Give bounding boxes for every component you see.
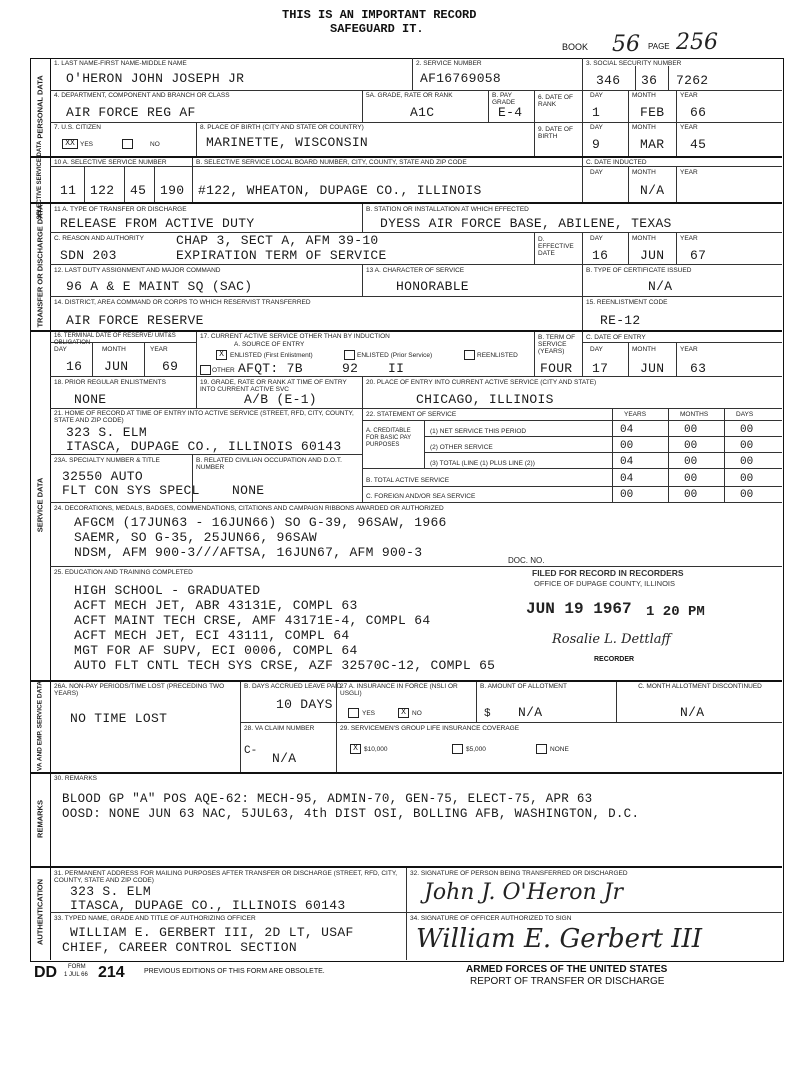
- rule: [362, 264, 363, 296]
- label-specialty: 23A. SPECIALTY NUMBER & TITLE: [54, 457, 160, 464]
- value-ss-board: #122, WHEATON, DUPAGE CO., ILLINOIS: [198, 183, 482, 198]
- label-sgli: 29. SERVICEMEN'S GROUP LIFE INSURANCE COVERAGE: [340, 725, 520, 732]
- section-selective-service: SELECTIVE SERVICE DATA: [37, 140, 43, 220]
- label-decorations: 24. DECORATIONS, MEDALS, BADGES, COMMENDATIONS, CITATIONS AND CAMPAIGN RIBBONS AWARDED OR AUTHORIZED: [54, 505, 444, 512]
- label-other-service: (2) OTHER SERVICE: [430, 444, 493, 451]
- recorder-stamp-line-1: FILED FOR RECORD IN RECORDERS: [532, 568, 684, 578]
- rule: [616, 682, 617, 722]
- rule: [534, 332, 535, 376]
- rule: [362, 90, 363, 122]
- label-allotment-discontinued: C. MONTH ALLOTMENT DISCONTINUED: [638, 683, 762, 690]
- section-va-data: VA AND EMP. SERVICE DATA: [36, 681, 44, 771]
- value-education-4: ACFT MECH JET, ECI 43111, COMPL 64: [74, 628, 350, 643]
- label-sgli-10000: $10,000: [364, 746, 388, 753]
- label-leave-paid: B. DAYS ACCRUED LEAVE PAID: [244, 683, 342, 690]
- label-month: MONTH: [632, 92, 656, 99]
- label-year: YEAR: [680, 346, 698, 353]
- value-department: AIR FORCE REG AF: [66, 105, 196, 120]
- label-current-service: 17. CURRENT ACTIVE SERVICE OTHER THAN BY INDUCTION: [200, 333, 390, 340]
- value-certificate: N/A: [648, 279, 673, 294]
- net-days: 00: [740, 424, 754, 436]
- recorder-stamp-time: 1 20 PM: [646, 604, 705, 620]
- checkbox-citizen-no[interactable]: [122, 139, 133, 149]
- label-time-lost: 26A. NON-PAY PERIODS/TIME LOST (PRECEDING TWO YEARS): [54, 683, 225, 697]
- value-remarks-1: BLOOD GP "A" POS AQE-62: MECH-95, ADMIN-70, GEN-75, ELECT-75, APR 63: [62, 792, 593, 806]
- divider-service: [30, 680, 782, 682]
- net-years: 04: [620, 424, 634, 436]
- value-officer-1: WILLIAM E. GERBERT III, 2D LT, USAF: [70, 925, 354, 940]
- label-total-service: (3) TOTAL (LINE (1) PLUS LINE (2)): [430, 460, 535, 467]
- value-ssn-1: 346: [596, 73, 621, 88]
- value-place-entry: CHICAGO, ILLINOIS: [416, 392, 554, 407]
- value-permanent-2: ITASCA, DUPAGE CO., ILLINOIS 60143: [70, 898, 346, 913]
- rule: [50, 122, 782, 123]
- label-day: DAY: [590, 169, 603, 176]
- value-education-6: AUTO FLT CNTL TECH SYS CRSE, AZF 32570C-12, COMPL 65: [74, 658, 496, 673]
- rule: [362, 468, 782, 469]
- total-years: 04: [620, 456, 634, 468]
- rule: [668, 408, 669, 502]
- value-ssn-3: 7262: [676, 73, 709, 88]
- form-label: FORM: [68, 964, 86, 970]
- checkbox-insurance-yes[interactable]: [348, 708, 359, 718]
- value-remarks-2: OOSD: NONE JUN 63 NAC, 5JUL63, 4th DIST OSI, BOLLING AFB, WASHINGTON, D.C.: [62, 807, 640, 821]
- label-grade: 5A. GRADE, RATE OR RANK: [366, 92, 453, 99]
- value-rank-year: 66: [690, 105, 707, 120]
- recorder-signature: Rosalie L. Dettlaff: [552, 632, 671, 647]
- section-personal-data: PERSONAL DATA: [35, 75, 45, 139]
- value-terminal-year: 69: [162, 359, 179, 374]
- value-education-5: MGT FOR AF SUPV, ECI 0006, COMPL 64: [74, 643, 358, 658]
- label-member-signature: 32. SIGNATURE OF PERSON BEING TRANSFERRED OR DISCHARGED: [410, 870, 628, 877]
- label-months: MONTHS: [680, 411, 709, 418]
- allotment-dollar-sign: $: [484, 708, 491, 720]
- other-years: 00: [620, 440, 634, 452]
- book-number: 56: [612, 32, 640, 57]
- checkbox-insurance-no[interactable]: X: [398, 708, 409, 718]
- label-department: 4. DEPARTMENT, COMPONENT AND BRANCH OR CLASS: [54, 92, 230, 99]
- rule: [50, 166, 782, 167]
- value-civilian-occupation: NONE: [232, 483, 265, 498]
- form-number: 214: [98, 964, 125, 981]
- checkbox-enlisted-prior[interactable]: [344, 350, 355, 360]
- label-permanent-address: 31. PERMANENT ADDRESS FOR MAILING PURPOSES AFTER TRANSFER OR DISCHARGE (STREET, RFD, CITY, COUNTY, STATE AND ZIP CODE): [54, 870, 398, 884]
- rule: [628, 166, 629, 202]
- label-prior-enlistments: 18. PRIOR REGULAR ENLISTMENTS: [54, 379, 166, 386]
- label-year: YEAR: [150, 346, 168, 353]
- rule: [676, 90, 677, 156]
- label-yes: YES: [80, 141, 94, 148]
- value-birthplace: MARINETTE, WISCONSIN: [206, 135, 369, 150]
- label-date-inducted: C. DATE INDUCTED: [586, 159, 647, 166]
- page-label: PAGE: [648, 42, 670, 51]
- value-afqt-category: II: [388, 361, 405, 376]
- rule: [582, 158, 583, 202]
- divider-selective: [30, 202, 782, 204]
- value-va-claim: N/A: [272, 751, 297, 766]
- record-subtitle: SAFEGUARD IT.: [330, 22, 424, 36]
- value-date-inducted: N/A: [640, 183, 665, 198]
- label-pay-grade: B. PAY GRADE: [492, 92, 516, 106]
- foreign-years: 00: [620, 489, 634, 501]
- rule: [424, 452, 782, 453]
- label-term-of-service: B. TERM OF SERVICE (YEARS): [538, 334, 576, 355]
- label-source-entry: A. SOURCE OF ENTRY: [234, 341, 305, 348]
- label-citizen: 7. U.S. CITIZEN: [54, 124, 101, 131]
- label-officer-signature: 34. SIGNATURE OF OFFICER AUTHORIZED TO SIGN: [410, 915, 572, 922]
- rule: [724, 408, 725, 502]
- rule: [424, 436, 782, 437]
- label-foreign-sea: C. FOREIGN AND/OR SEA SERVICE: [366, 493, 476, 500]
- label-sgli-none: NONE: [550, 746, 569, 753]
- record-title: THIS IS AN IMPORTANT RECORD: [282, 8, 477, 22]
- rule: [676, 232, 677, 264]
- label-transfer-type: 11 A. TYPE OF TRANSFER OR DISCHARGE: [54, 206, 187, 213]
- value-prior-enlistments: NONE: [74, 392, 107, 407]
- value-specialty-1: 32550 AUTO: [62, 469, 144, 484]
- label-day: DAY: [590, 124, 603, 131]
- label-name: 1. LAST NAME-FIRST NAME-MIDDLE NAME: [54, 60, 187, 67]
- rule: [50, 454, 362, 455]
- total-months: 00: [684, 456, 698, 468]
- value-afqt-score: 92: [342, 361, 359, 376]
- section-remarks: REMARKS: [35, 800, 45, 838]
- rule: [50, 502, 782, 503]
- value-ssn-2: 36: [641, 73, 658, 88]
- other-months: 00: [684, 440, 698, 452]
- label-date-of-entry: C. DATE OF ENTRY: [586, 334, 646, 341]
- label-birthplace: 8. PLACE OF BIRTH (CITY AND STATE OR COUNTRY): [200, 124, 364, 131]
- value-education-3: ACFT MAINT TECH CRSE, AMF 43171E-4, COMPL 64: [74, 613, 431, 628]
- value-ss-part-a: 11: [60, 183, 77, 198]
- label-month: MONTH: [632, 346, 656, 353]
- rule: [336, 682, 337, 772]
- label-days: DAYS: [736, 411, 754, 418]
- value-terminal-month: JUN: [104, 359, 129, 374]
- label-day: DAY: [590, 346, 603, 353]
- value-home-2: ITASCA, DUPAGE CO., ILLINOIS 60143: [66, 439, 342, 454]
- rule: [144, 342, 145, 376]
- label-ssn: 3. SOCIAL SECURITY NUMBER: [586, 60, 682, 67]
- label-month: MONTH: [632, 169, 656, 176]
- label-year: YEAR: [680, 169, 698, 176]
- foreign-months: 00: [684, 489, 698, 501]
- label-enlisted-prior: ENLISTED (Prior Service): [357, 352, 433, 359]
- rule: [362, 420, 782, 421]
- label-sgli-5000: $5,000: [466, 746, 486, 753]
- armed-forces-title: ARMED FORCES OF THE UNITED STATES: [466, 964, 668, 975]
- checkbox-enlisted-first[interactable]: X: [216, 350, 227, 360]
- value-name: O'HERON JOHN JOSEPH JR: [66, 71, 245, 86]
- label-month: MONTH: [632, 235, 656, 242]
- form-dd: DD: [34, 964, 58, 981]
- value-decoration-2: SAEMR, SO G-35, 25JUN66, 96SAW: [74, 530, 318, 545]
- rule: [534, 90, 535, 156]
- total-days: 00: [740, 456, 754, 468]
- value-grade: A1C: [410, 105, 435, 120]
- label-home-of-record: 21. HOME OF RECORD AT TIME OF ENTRY INTO ACTIVE SERVICE (STREET, RFD, CITY, COUNTY, STATE AND ZIP CODE): [54, 410, 354, 424]
- rule: [628, 342, 629, 376]
- active-days: 00: [740, 473, 754, 485]
- label-reenlist-code: 15. REENLISTMENT CODE: [586, 299, 668, 306]
- label-va-claim: 28. VA CLAIM NUMBER: [244, 725, 315, 732]
- value-permanent-1: 323 S. ELM: [70, 884, 152, 899]
- rule: [50, 264, 782, 265]
- form-date: 1 JUL 66: [64, 972, 88, 978]
- section-column-divider: [50, 58, 51, 960]
- value-effective-year: 67: [690, 248, 707, 263]
- label-certificate: B. TYPE OF CERTIFICATE ISSUED: [586, 267, 692, 274]
- label-day: DAY: [590, 235, 603, 242]
- value-entry-year: 63: [690, 361, 707, 376]
- rule: [406, 868, 407, 960]
- value-officer-2: CHIEF, CAREER CONTROL SECTION: [62, 940, 297, 955]
- rule: [582, 332, 583, 376]
- label-reason: C. REASON AND AUTHORITY: [54, 235, 144, 242]
- label-year: YEAR: [680, 124, 698, 131]
- value-education-1: HIGH SCHOOL - GRADUATED: [74, 583, 261, 598]
- value-allotment-discontinued: N/A: [680, 705, 705, 720]
- rule: [612, 408, 613, 502]
- rule: [362, 486, 782, 487]
- label-education: 25. EDUCATION AND TRAINING COMPLETED: [54, 569, 193, 576]
- label-allotment: B. AMOUNT OF ALLOTMENT: [480, 683, 567, 690]
- rule: [84, 166, 85, 202]
- value-birth-year: 45: [690, 137, 707, 152]
- label-statement-of-service: 22. STATEMENT OF SERVICE: [366, 411, 457, 418]
- divider-va: [30, 772, 782, 774]
- label-remarks: 30. REMARKS: [54, 775, 97, 782]
- value-reserve: AIR FORCE RESERVE: [66, 313, 204, 328]
- label-other: OTHER: [212, 367, 235, 374]
- rule: [362, 376, 363, 408]
- member-signature: John J. O'Heron Jr: [424, 880, 624, 905]
- rule: [50, 232, 782, 233]
- active-months: 00: [684, 473, 698, 485]
- book-label: BOOK: [562, 42, 589, 52]
- section-service-data: SERVICE DATA: [35, 477, 45, 533]
- value-grade-entry: A/B (E-1): [244, 392, 317, 407]
- value-pay-grade: E-4: [498, 105, 523, 120]
- label-month: MONTH: [632, 124, 656, 131]
- label-reenlisted: REENLISTED: [477, 352, 518, 359]
- doc-number-label: DOC. NO.: [508, 556, 545, 565]
- label-effective-date: D. EFFECTIVE DATE: [538, 236, 574, 257]
- value-terminal-day: 16: [66, 359, 83, 374]
- label-creditable: A. CREDITABLE FOR BASIC PAY PURPOSES: [366, 428, 412, 448]
- value-education-2: ACFT MECH JET, ABR 43131E, COMPL 63: [74, 598, 358, 613]
- rule: [92, 342, 93, 376]
- value-effective-month: JUN: [640, 248, 665, 263]
- rule: [196, 122, 197, 156]
- foreign-days: 00: [740, 489, 754, 501]
- rule: [534, 232, 535, 264]
- checkbox-sgli-5000[interactable]: [452, 744, 463, 754]
- label-enlisted-first: ENLISTED (First Enlistment): [230, 352, 313, 359]
- label-year: YEAR: [680, 92, 698, 99]
- rule: [362, 204, 363, 232]
- label-ss-number: 10 A. SELECTIVE SERVICE NUMBER: [54, 159, 167, 166]
- page-number: 256: [676, 30, 718, 55]
- label-terminal-date: 16. TERMINAL DATE OF RESERVE/ UMT&S OBLIGATION: [54, 333, 176, 346]
- rule: [476, 682, 477, 722]
- divider-personal: [30, 156, 782, 158]
- checkbox-reenlisted[interactable]: [464, 350, 475, 360]
- label-service-number: 2. SERVICE NUMBER: [416, 60, 482, 67]
- checkbox-sgli-10000[interactable]: X: [350, 744, 361, 754]
- label-years: YEARS: [624, 411, 647, 418]
- label-authorizing-officer: 33. TYPED NAME, GRADE AND TITLE OF AUTHORIZING OFFICER: [54, 915, 256, 922]
- value-va-claim-prefix: C-: [244, 745, 258, 757]
- section-authentication: AUTHENTICATION: [35, 878, 45, 946]
- value-transfer-type: RELEASE FROM ACTIVE DUTY: [60, 216, 255, 231]
- value-rank-month: FEB: [640, 105, 665, 120]
- value-decoration-3: NDSM, AFM 900-3///AFTSA, 16JUN67, AFM 900-3: [74, 545, 423, 560]
- rule: [124, 166, 125, 202]
- value-ss-part-c: 45: [130, 183, 147, 198]
- label-station: B. STATION OR INSTALLATION AT WHICH EFFECTED: [366, 206, 529, 213]
- value-allotment: N/A: [518, 705, 543, 720]
- value-term-of-service: FOUR: [540, 361, 573, 376]
- label-date-of-birth: 9. DATE OF BIRTH: [538, 126, 573, 140]
- label-net-service: (1) NET SERVICE THIS PERIOD: [430, 428, 527, 435]
- value-birth-month: MAR: [640, 137, 665, 152]
- rule: [362, 408, 363, 502]
- rule: [582, 342, 782, 343]
- value-reenlist-code: RE-12: [600, 313, 641, 328]
- value-reason-spn: SDN 203: [60, 248, 117, 263]
- label-place-entry: 20. PLACE OF ENTRY INTO CURRENT ACTIVE SERVICE (CITY AND STATE): [366, 379, 597, 386]
- value-entry-month: JUN: [640, 361, 665, 376]
- value-birth-day: 9: [592, 137, 601, 152]
- rule: [240, 682, 241, 772]
- value-ss-part-d: 190: [160, 183, 185, 198]
- checkbox-citizen-yes[interactable]: XX: [62, 139, 78, 149]
- label-yes: YES: [362, 710, 376, 717]
- rule: [676, 342, 677, 376]
- label-no: NO: [412, 710, 422, 717]
- other-days: 00: [740, 440, 754, 452]
- label-no: NO: [150, 141, 160, 148]
- label-civilian-occupation: B. RELATED CIVILIAN OCCUPATION AND D.O.T. NUMBER: [196, 457, 342, 471]
- rule: [240, 722, 782, 723]
- value-leave-paid: 10 DAYS: [276, 697, 333, 712]
- rule: [50, 408, 782, 409]
- rule: [50, 296, 782, 297]
- active-years: 04: [620, 473, 634, 485]
- value-reason-2: EXPIRATION TERM OF SERVICE: [176, 248, 387, 263]
- rule: [192, 158, 193, 202]
- value-other-entry: AFQT: 7B: [238, 361, 303, 376]
- net-months: 00: [684, 424, 698, 436]
- rule: [50, 90, 782, 91]
- value-rank-day: 1: [592, 105, 601, 120]
- label-month: MONTH: [102, 346, 126, 353]
- rule: [50, 566, 782, 567]
- section-transfer-discharge: TRANSFER OR DISCHARGE DATA: [35, 204, 45, 328]
- recorder-stamp-date: JUN 19 1967: [526, 600, 632, 618]
- label-day: DAY: [590, 92, 603, 99]
- rule: [635, 66, 636, 90]
- label-character: 13 A. CHARACTER OF SERVICE: [366, 267, 465, 274]
- label-last-duty: 12. LAST DUTY ASSIGNMENT AND MAJOR COMMAND: [54, 267, 221, 274]
- value-decoration-1: AFGCM (17JUN63 - 16JUN66) SO G-39, 96SAW, 1966: [74, 515, 447, 530]
- rule: [628, 90, 629, 156]
- value-home-1: 323 S. ELM: [66, 425, 148, 440]
- recorder-title: RECORDER: [594, 656, 635, 663]
- label-grade-entry: 19. GRADE, RATE OR RANK AT TIME OF ENTRY INTO CURRENT ACTIVE SVC: [200, 379, 347, 393]
- rule: [154, 166, 155, 202]
- officer-signature: William E. Gerbert III: [416, 924, 703, 954]
- divider-transfer: [30, 330, 782, 332]
- checkbox-other[interactable]: [200, 365, 211, 375]
- checkbox-sgli-none[interactable]: [536, 744, 547, 754]
- label-date-of-rank: 6. DATE OF RANK: [538, 94, 573, 108]
- label-year: YEAR: [680, 235, 698, 242]
- value-reason-1: CHAP 3, SECT A, AFM 39-10: [176, 233, 379, 248]
- recorder-stamp-line-2: OFFICE OF DUPAGE COUNTY, ILLINOIS: [534, 579, 675, 588]
- rule: [582, 58, 583, 156]
- label-ss-board: B. SELECTIVE SERVICE LOCAL BOARD NUMBER, CITY, COUNTY, STATE AND ZIP CODE: [196, 159, 467, 166]
- rule: [582, 232, 583, 330]
- rule: [488, 90, 489, 122]
- label-day: DAY: [54, 346, 67, 353]
- rule: [424, 420, 425, 468]
- value-entry-day: 17: [592, 361, 609, 376]
- value-character: HONORABLE: [396, 279, 469, 294]
- rule: [668, 66, 669, 90]
- obsolete-notice: PREVIOUS EDITIONS OF THIS FORM ARE OBSOLETE.: [144, 968, 325, 975]
- value-station: DYESS AIR FORCE BASE, ABILENE, TEXAS: [380, 216, 672, 231]
- rule: [628, 232, 629, 264]
- rule: [196, 332, 197, 408]
- value-specialty-2: FLT CON SYS SPECL: [62, 483, 200, 498]
- value-effective-day: 16: [592, 248, 609, 263]
- value-service-number: AF16769058: [420, 71, 502, 86]
- report-title: REPORT OF TRANSFER OR DISCHARGE: [470, 976, 665, 987]
- label-total-active: B. TOTAL ACTIVE SERVICE: [366, 477, 450, 484]
- value-time-lost: NO TIME LOST: [70, 711, 168, 726]
- value-ss-part-b: 122: [90, 183, 115, 198]
- label-insurance: 27 A. INSURANCE IN FORCE (NSLI OR USGLI): [340, 683, 458, 697]
- value-last-duty: 96 A & E MAINT SQ (SAC): [66, 279, 253, 294]
- rule: [412, 58, 413, 90]
- rule: [676, 166, 677, 202]
- label-reserve: 14. DISTRICT, AREA COMMAND OR CORPS TO WHICH RESERVIST TRANSFERRED: [54, 299, 311, 306]
- rule: [50, 376, 782, 377]
